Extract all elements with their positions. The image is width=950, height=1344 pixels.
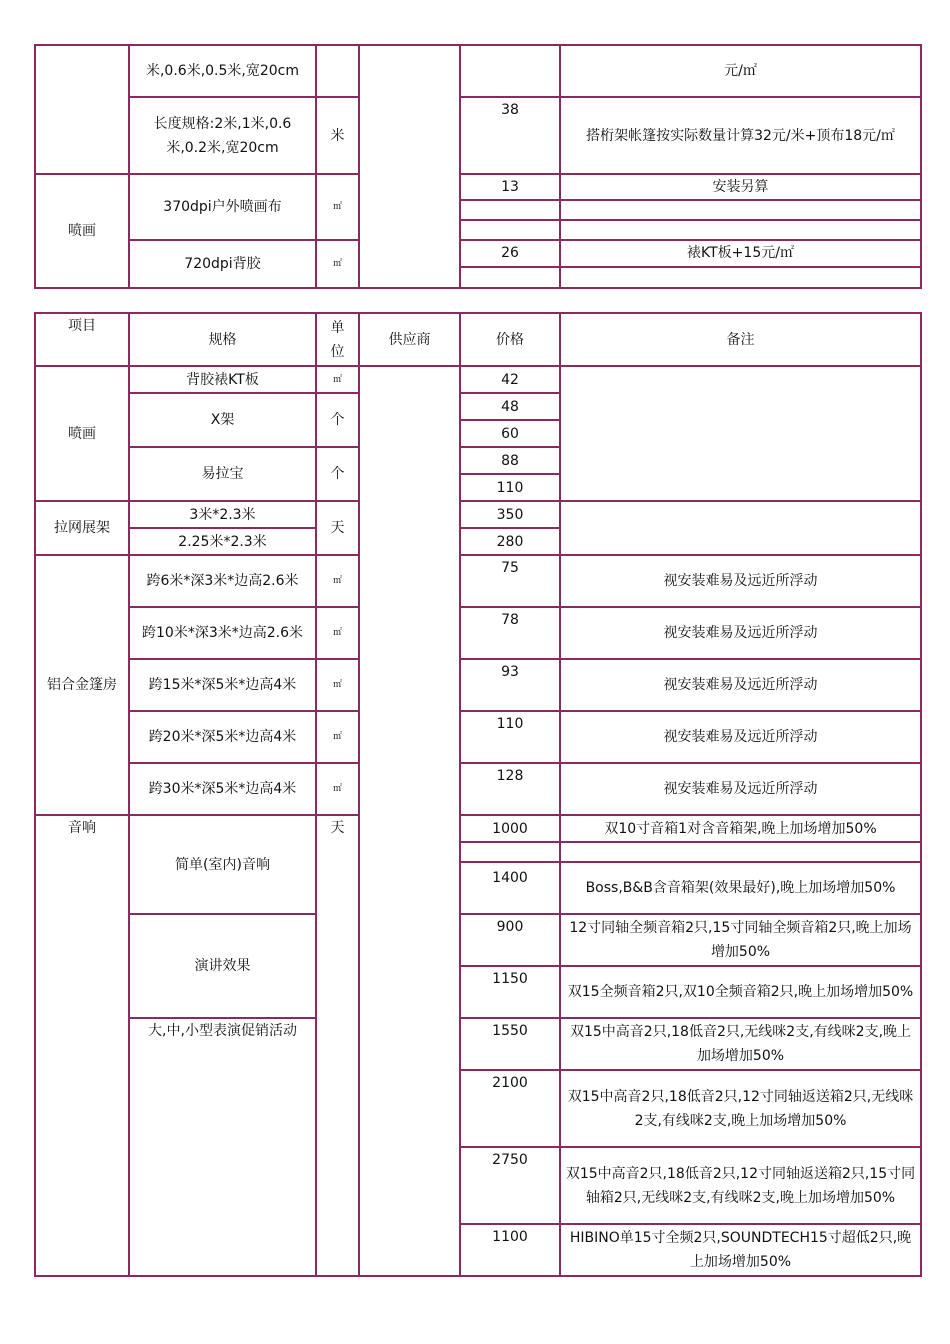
header-item: 项目 [35, 313, 129, 366]
price-cell: 60 [460, 420, 560, 447]
spec-cell: 跨15米*深5米*边高4米 [129, 659, 316, 711]
item-cell: 铝合金篷房 [35, 555, 129, 815]
unit-cell: 个 [316, 447, 359, 501]
unit-cell: ㎡ [316, 366, 359, 393]
table-row [35, 763, 921, 815]
unit-cell: 个 [316, 393, 359, 447]
supplier-cell [359, 45, 460, 288]
remark-cell: 双15中高音2只,18低音2只,无线咪2支,有线咪2支,晚上加场增加50% [560, 1018, 921, 1070]
price-cell: 75 [460, 555, 560, 607]
price-cell: 280 [460, 528, 560, 555]
price-cell [460, 240, 560, 288]
unit-cell: ㎡ [316, 240, 359, 288]
spec-cell: 演讲效果 [129, 914, 316, 1018]
spec-cell: 大,中,小型表演促销活动 [129, 1018, 316, 1276]
remark-cell: HIBINO单15寸全频2只,SOUNDTECH15寸超低2只,晚上加场增加50% [560, 1224, 921, 1276]
price-cell: 900 [460, 914, 560, 966]
price-cell: 2100 [460, 1070, 560, 1147]
price-cell: 110 [460, 474, 560, 501]
price-cell [460, 200, 560, 220]
remark-cell: 元/㎡ [560, 45, 921, 97]
spec-cell: 跨6米*深3米*边高2.6米 [129, 555, 316, 607]
remark-cell: 12寸同轴全频音箱2只,15寸同轴全频音箱2只,晚上加场增加50% [560, 914, 921, 966]
remark-cell: 视安装难易及远近所浮动 [560, 659, 921, 711]
remark-cell: 双15全频音箱2只,双10全频音箱2只,晚上加场增加50% [560, 966, 921, 1018]
spec-cell: 跨10米*深3米*边高2.6米 [129, 607, 316, 659]
remark-cell [560, 240, 921, 288]
item-cell: 喷画 [35, 174, 129, 288]
table-row [35, 174, 921, 200]
unit-cell: 天 [316, 501, 359, 555]
unit-cell: ㎡ [316, 763, 359, 815]
price-cell: 38 [460, 97, 560, 174]
spec-cell: 背胶裱KT板 [129, 366, 316, 393]
header-supplier: 供应商 [359, 313, 460, 366]
spec-cell: 跨30米*深5米*边高4米 [129, 763, 316, 815]
remark-cell [560, 842, 921, 862]
price-cell: 13 [460, 174, 560, 200]
price-cell [460, 45, 560, 97]
price-cell: 93 [460, 659, 560, 711]
spec-cell: 2.25米*2.3米 [129, 528, 316, 555]
unit-cell: ㎡ [316, 659, 359, 711]
price-cell: 88 [460, 447, 560, 474]
remark-cell [560, 220, 921, 240]
price-cell: 128 [460, 763, 560, 815]
header-spec: 规格 [129, 313, 316, 366]
item-cell [35, 45, 129, 174]
supplier-cell [359, 366, 460, 1276]
header-unit: 单位 [316, 313, 359, 366]
price-cell: 1000 [460, 815, 560, 842]
table-row [35, 97, 921, 174]
unit-cell: 天 [316, 815, 359, 1276]
price-value: 26 [461, 241, 559, 268]
table-row [35, 45, 921, 97]
item-cell: 拉网展架 [35, 501, 129, 555]
remark-cell: 视安装难易及远近所浮动 [560, 763, 921, 815]
spec-cell: 3米*2.3米 [129, 501, 316, 528]
remark-cell: 视安装难易及远近所浮动 [560, 555, 921, 607]
table-row [35, 659, 921, 711]
table-header-row [35, 313, 921, 366]
remark-cell: 视安装难易及远近所浮动 [560, 711, 921, 763]
price-table-continued [34, 44, 922, 289]
table-row [35, 914, 921, 966]
price-cell: 1150 [460, 966, 560, 1018]
remark-cell: 搭桁架帐篷按实际数量计算32元/米+顶布18元/㎡ [560, 97, 921, 174]
price-cell: 2750 [460, 1147, 560, 1224]
unit-cell: 米 [316, 97, 359, 174]
table-row [35, 815, 921, 842]
price-cell: 48 [460, 393, 560, 420]
remark-value: 裱KT板+15元/㎡ [561, 241, 920, 268]
spec-cell: 370dpi户外喷画布 [129, 174, 316, 240]
header-remark: 备注 [560, 313, 921, 366]
table-row [35, 1018, 921, 1070]
price-cell [460, 220, 560, 240]
price-cell: 110 [460, 711, 560, 763]
spec-cell: X架 [129, 393, 316, 447]
spec-cell: 简单(室内)音响 [129, 815, 316, 914]
spec-cell: 长度规格:2米,1米,0.6米,0.2米,宽20cm [129, 97, 316, 174]
unit-cell: ㎡ [316, 174, 359, 240]
price-cell: 1400 [460, 862, 560, 914]
header-price: 价格 [460, 313, 560, 366]
unit-cell [316, 45, 359, 97]
spec-cell: 720dpi背胶 [129, 240, 316, 288]
table-row [35, 240, 921, 288]
price-table [34, 312, 922, 1277]
remark-cell [560, 366, 921, 501]
price-cell: 1550 [460, 1018, 560, 1070]
remark-cell: 安装另算 [560, 174, 921, 200]
spec-cell: 易拉宝 [129, 447, 316, 501]
spec-cell: 跨20米*深5米*边高4米 [129, 711, 316, 763]
item-cell: 喷画 [35, 366, 129, 501]
price-cell [460, 842, 560, 862]
table-row [35, 366, 921, 393]
price-cell: 78 [460, 607, 560, 659]
remark-cell: 视安装难易及远近所浮动 [560, 607, 921, 659]
price-cell: 1100 [460, 1224, 560, 1276]
remark-cell: 双10寸音箱1对含音箱架,晚上加场增加50% [560, 815, 921, 842]
remark-cell [560, 200, 921, 220]
price-cell: 42 [460, 366, 560, 393]
remark-cell: 双15中高音2只,18低音2只,12寸同轴返送箱2只,15寸同轴箱2只,无线咪2支,有线咪2支,晚上加场增加50% [560, 1147, 921, 1224]
unit-cell: ㎡ [316, 711, 359, 763]
item-cell: 音响 [35, 815, 129, 1276]
table-row [35, 501, 921, 528]
remark-cell [560, 501, 921, 555]
price-cell: 350 [460, 501, 560, 528]
unit-cell: ㎡ [316, 607, 359, 659]
remark-cell: 双15中高音2只,18低音2只,12寸同轴返送箱2只,无线咪2支,有线咪2支,晚上加场增加50% [560, 1070, 921, 1147]
spec-cell: 米,0.6米,0.5米,宽20cm [129, 45, 316, 97]
remark-cell: Boss,B&B含音箱架(效果最好),晚上加场增加50% [560, 862, 921, 914]
table-row [35, 607, 921, 659]
table-row [35, 555, 921, 607]
unit-cell: ㎡ [316, 555, 359, 607]
table-row [35, 711, 921, 763]
